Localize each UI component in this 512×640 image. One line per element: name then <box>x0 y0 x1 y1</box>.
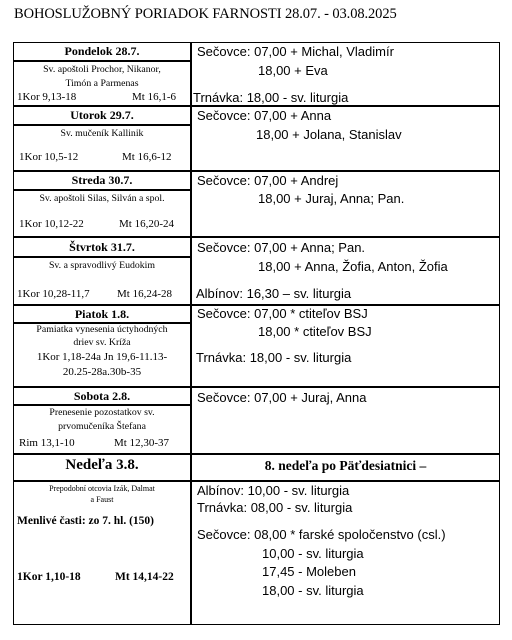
service-line: Albínov: 10,00 - sv. liturgia <box>197 483 350 498</box>
saint-line: a Faust <box>90 495 114 504</box>
service-line: Sečovce: 08,00 * farské spoločenstvo (csl.) <box>197 527 446 542</box>
saint-line: Prepodobní otcovia Izák, Dalmat <box>49 484 155 493</box>
service-line: Sečovce: 07,00 * ctiteľov BSJ <box>197 306 368 321</box>
service-line: 18,00 + Juraj, Anna; Pan. <box>258 191 405 206</box>
service-line: 18,00 + Jolana, Stanislav <box>256 127 402 142</box>
saint-line: Prenesenie pozostatkov sv. <box>49 407 155 418</box>
row-divider <box>13 105 500 107</box>
row-divider <box>13 453 500 455</box>
sunday-heading: 8. nedeľa po Päťdesiatnici – <box>264 458 427 473</box>
day-name: Štvrtok 31.7. <box>69 240 135 254</box>
service-line: Sečovce: 07,00 + Juraj, Anna <box>197 390 367 405</box>
row-divider <box>13 170 500 172</box>
service-line: Sečovce: 07,00 + Anna; Pan. <box>197 240 366 255</box>
day-name: Utorok 29.7. <box>70 108 134 122</box>
day-name: Streda 30.7. <box>71 173 133 187</box>
service-line: 18,00 + Anna, Žofia, Anton, Žofia <box>258 259 448 274</box>
service-line: Sečovce: 07,00 + Michal, Vladimír <box>197 44 394 59</box>
saint-line: Sv. apoštoli Prochor, Nikanor, <box>43 64 161 75</box>
reading-epistle: 1Kor 1,10-18 <box>17 571 81 583</box>
day-header-divider <box>13 189 191 191</box>
day-header-divider <box>13 256 191 258</box>
reading-gospel: Mt 12,30-37 <box>114 437 169 449</box>
service-line: Sečovce: 07,00 + Anna <box>197 108 332 123</box>
day-header-divider <box>13 60 191 62</box>
saint-line: Sv. a spravodlivý Eudokim <box>48 260 156 271</box>
service-line: Trnávka: 18,00 - sv. liturgia <box>196 350 352 365</box>
service-line: Trnávka: 08,00 - sv. liturgia <box>197 500 353 515</box>
reading-epistle: 1Kor 9,13-18 <box>17 91 77 103</box>
service-line: 17,45 - Moleben <box>262 564 356 579</box>
reading-line: 20.25-28a.30b-35 <box>62 366 142 378</box>
saint-line: driev sv. Kríža <box>73 337 131 348</box>
day-name: Sobota 2.8. <box>73 389 131 403</box>
reading-epistle: Rim 13,1-10 <box>19 437 75 449</box>
reading-epistle: 1Kor 10,28-11,7 <box>17 288 90 300</box>
row-divider <box>13 386 500 388</box>
service-line: Sečovce: 07,00 + Andrej <box>197 173 339 188</box>
day-name: Piatok 1.8. <box>74 307 130 321</box>
saint-line: Sv. mučeník Kallinik <box>60 128 144 139</box>
reading-epistle: 1Kor 10,12-22 <box>19 218 84 230</box>
reading-line: 1Kor 1,18-24a Jn 19,6-11.13- <box>36 351 168 363</box>
page-title: BOHOSLUŽOBNÝ PORIADOK FARNOSTI 28.07. - 03.08.2025 <box>14 6 397 22</box>
day-header-divider <box>13 404 191 406</box>
saint-line: Sv. apoštoli Silas, Silván a spol. <box>39 193 165 204</box>
variable-parts: Menlivé časti: zo 7. hl. (150) <box>17 515 155 527</box>
day-header-divider <box>13 124 191 126</box>
reading-gospel: Mt 14,14-22 <box>115 571 174 583</box>
reading-gospel: Mt 16,20-24 <box>119 218 174 230</box>
reading-gospel: Mt 16,1-6 <box>132 91 176 103</box>
saint-line: prvomučeníka Štefana <box>58 421 146 432</box>
service-line: Albínov: 16,30 – sv. liturgia <box>196 286 352 301</box>
service-line: 18,00 + Eva <box>258 63 328 78</box>
day-name: Pondelok 28.7. <box>64 44 140 58</box>
saint-line: Timón a Parmenas <box>65 78 139 89</box>
row-divider <box>13 480 500 482</box>
service-line: 18,00 - sv. liturgia <box>262 583 364 598</box>
service-line: 10,00 - sv. liturgia <box>262 546 364 561</box>
reading-epistle: 1Kor 10,5-12 <box>19 151 79 163</box>
reading-gospel: Mt 16,24-28 <box>117 288 172 300</box>
saint-line: Pamiatka vynesenia úctyhodných <box>36 324 168 335</box>
service-line: 18,00 * ctiteľov BSJ <box>258 324 372 339</box>
reading-gospel: Mt 16,6-12 <box>122 151 172 163</box>
sunday-name: Nedeľa 3.8. <box>65 457 139 473</box>
service-line: Trnávka: 18,00 - sv. liturgia <box>193 90 349 105</box>
row-divider <box>13 236 500 238</box>
